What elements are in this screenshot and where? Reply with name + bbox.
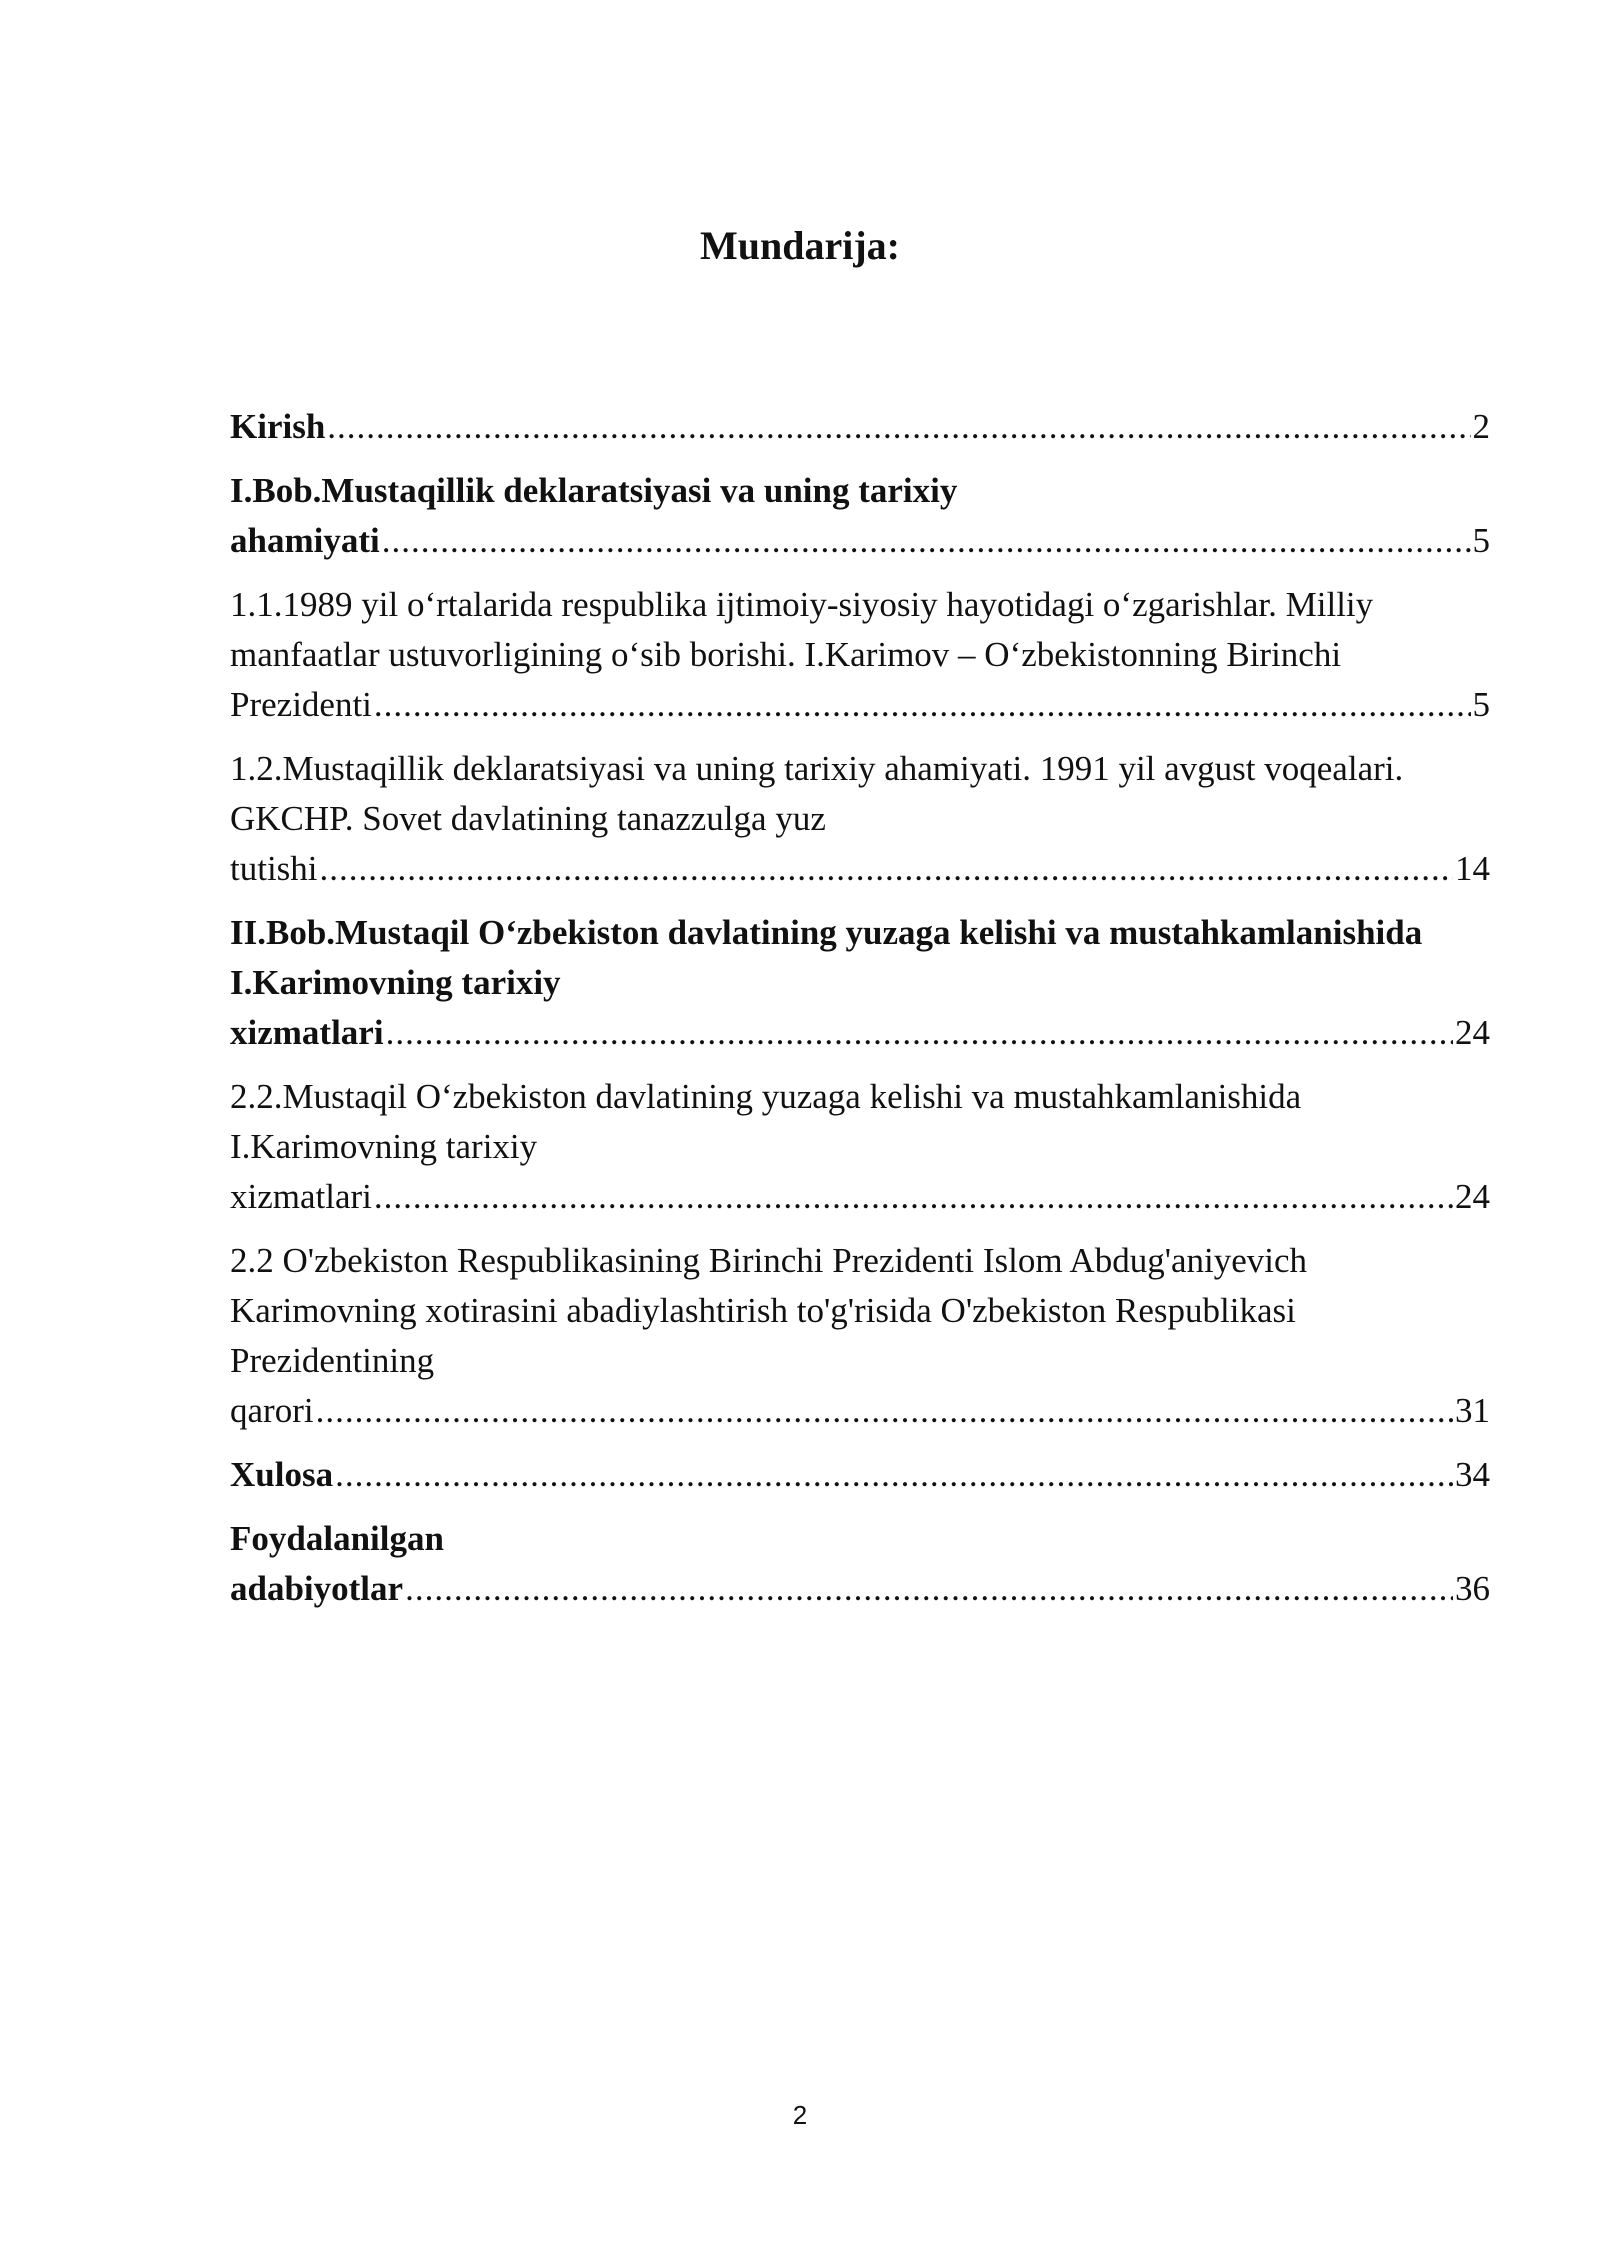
page-number: 2 — [792, 2100, 808, 2130]
toc-entry-text: II.Bob.Mustaqil O‘zbekiston davlatining yuzaga kelishi va mustahkamlanishida I.Karimovning tarixiy xizmatlari — [230, 913, 1423, 1052]
toc-entry[interactable] — [230, 1072, 1490, 1222]
toc-entry-page: 31 — [1453, 1386, 1490, 1436]
toc-entry-text: 1.2.Mustaqillik deklaratsiyasi va uning tarixiy ahamiyati. 1991 yil avgust voqealari. GKCHP. Sovet davlatining tanazzulga yuz tutishi — [230, 749, 1404, 888]
toc-entry-page: 14 — [1453, 844, 1490, 894]
toc-entry-page: 5 — [1471, 516, 1491, 566]
toc-entry-text: 2.2.Mustaqil O‘zbekiston davlatining yuzaga kelishi va mustahkamlanishida I.Karimovning tarixiy xizmatlari — [230, 1077, 1302, 1216]
toc-entry[interactable] — [230, 466, 1490, 566]
toc-entry-text: Foydalanilgan adabiyotlar — [230, 1519, 444, 1608]
dot-leader — [320, 849, 1453, 888]
dot-leader — [335, 1455, 1453, 1494]
toc-entry-text: Xulosa — [230, 1455, 334, 1494]
toc-entry-text: I.Bob.Mustaqillik deklaratsiyasi va uning tarixiy ahamiyati — [230, 471, 958, 560]
toc-entry-page: 24 — [1453, 1172, 1490, 1222]
toc-entry-page: 36 — [1453, 1564, 1490, 1614]
dot-leader — [374, 1177, 1453, 1216]
toc-entry-text: Kirish — [230, 407, 326, 446]
toc-entry[interactable] — [230, 1236, 1490, 1436]
dot-leader — [327, 407, 1470, 446]
toc-entry[interactable] — [230, 744, 1490, 894]
toc-entry-text: 2.2 O'zbekiston Respublikasining Birinchi Prezidenti Islom Abdug'aniyevich Karimovning xotirasini abadiylashtirish to'g'risida O'zbekiston Respublikasi Prezidentining qarori — [230, 1241, 1308, 1430]
dot-leader — [382, 521, 1471, 560]
dot-leader — [316, 1391, 1453, 1430]
toc-entry[interactable] — [230, 402, 1490, 452]
table-of-contents — [230, 402, 1490, 1628]
dot-leader — [374, 685, 1471, 724]
toc-title: Mundarija: — [700, 223, 900, 268]
toc-entry-page: 34 — [1453, 1450, 1490, 1500]
toc-entry-page: 5 — [1471, 680, 1491, 730]
toc-entry-page: 24 — [1453, 1008, 1490, 1058]
toc-entry[interactable] — [230, 580, 1490, 730]
toc-entry-text: 1.1.1989 yil o‘rtalarida respublika ijtimoiy-siyosiy hayotidagi o‘zgarishlar. Milliy manfaatlar ustuvorligining o‘sib borishi. I.Karimov – O‘zbekistonning Birinchi Prezidenti — [230, 585, 1374, 724]
toc-entry[interactable] — [230, 908, 1490, 1058]
toc-entry-page: 2 — [1471, 402, 1491, 452]
toc-entry[interactable] — [230, 1450, 1490, 1500]
toc-entry[interactable] — [230, 1514, 1490, 1614]
dot-leader — [405, 1569, 1453, 1608]
dot-leader — [386, 1013, 1453, 1052]
